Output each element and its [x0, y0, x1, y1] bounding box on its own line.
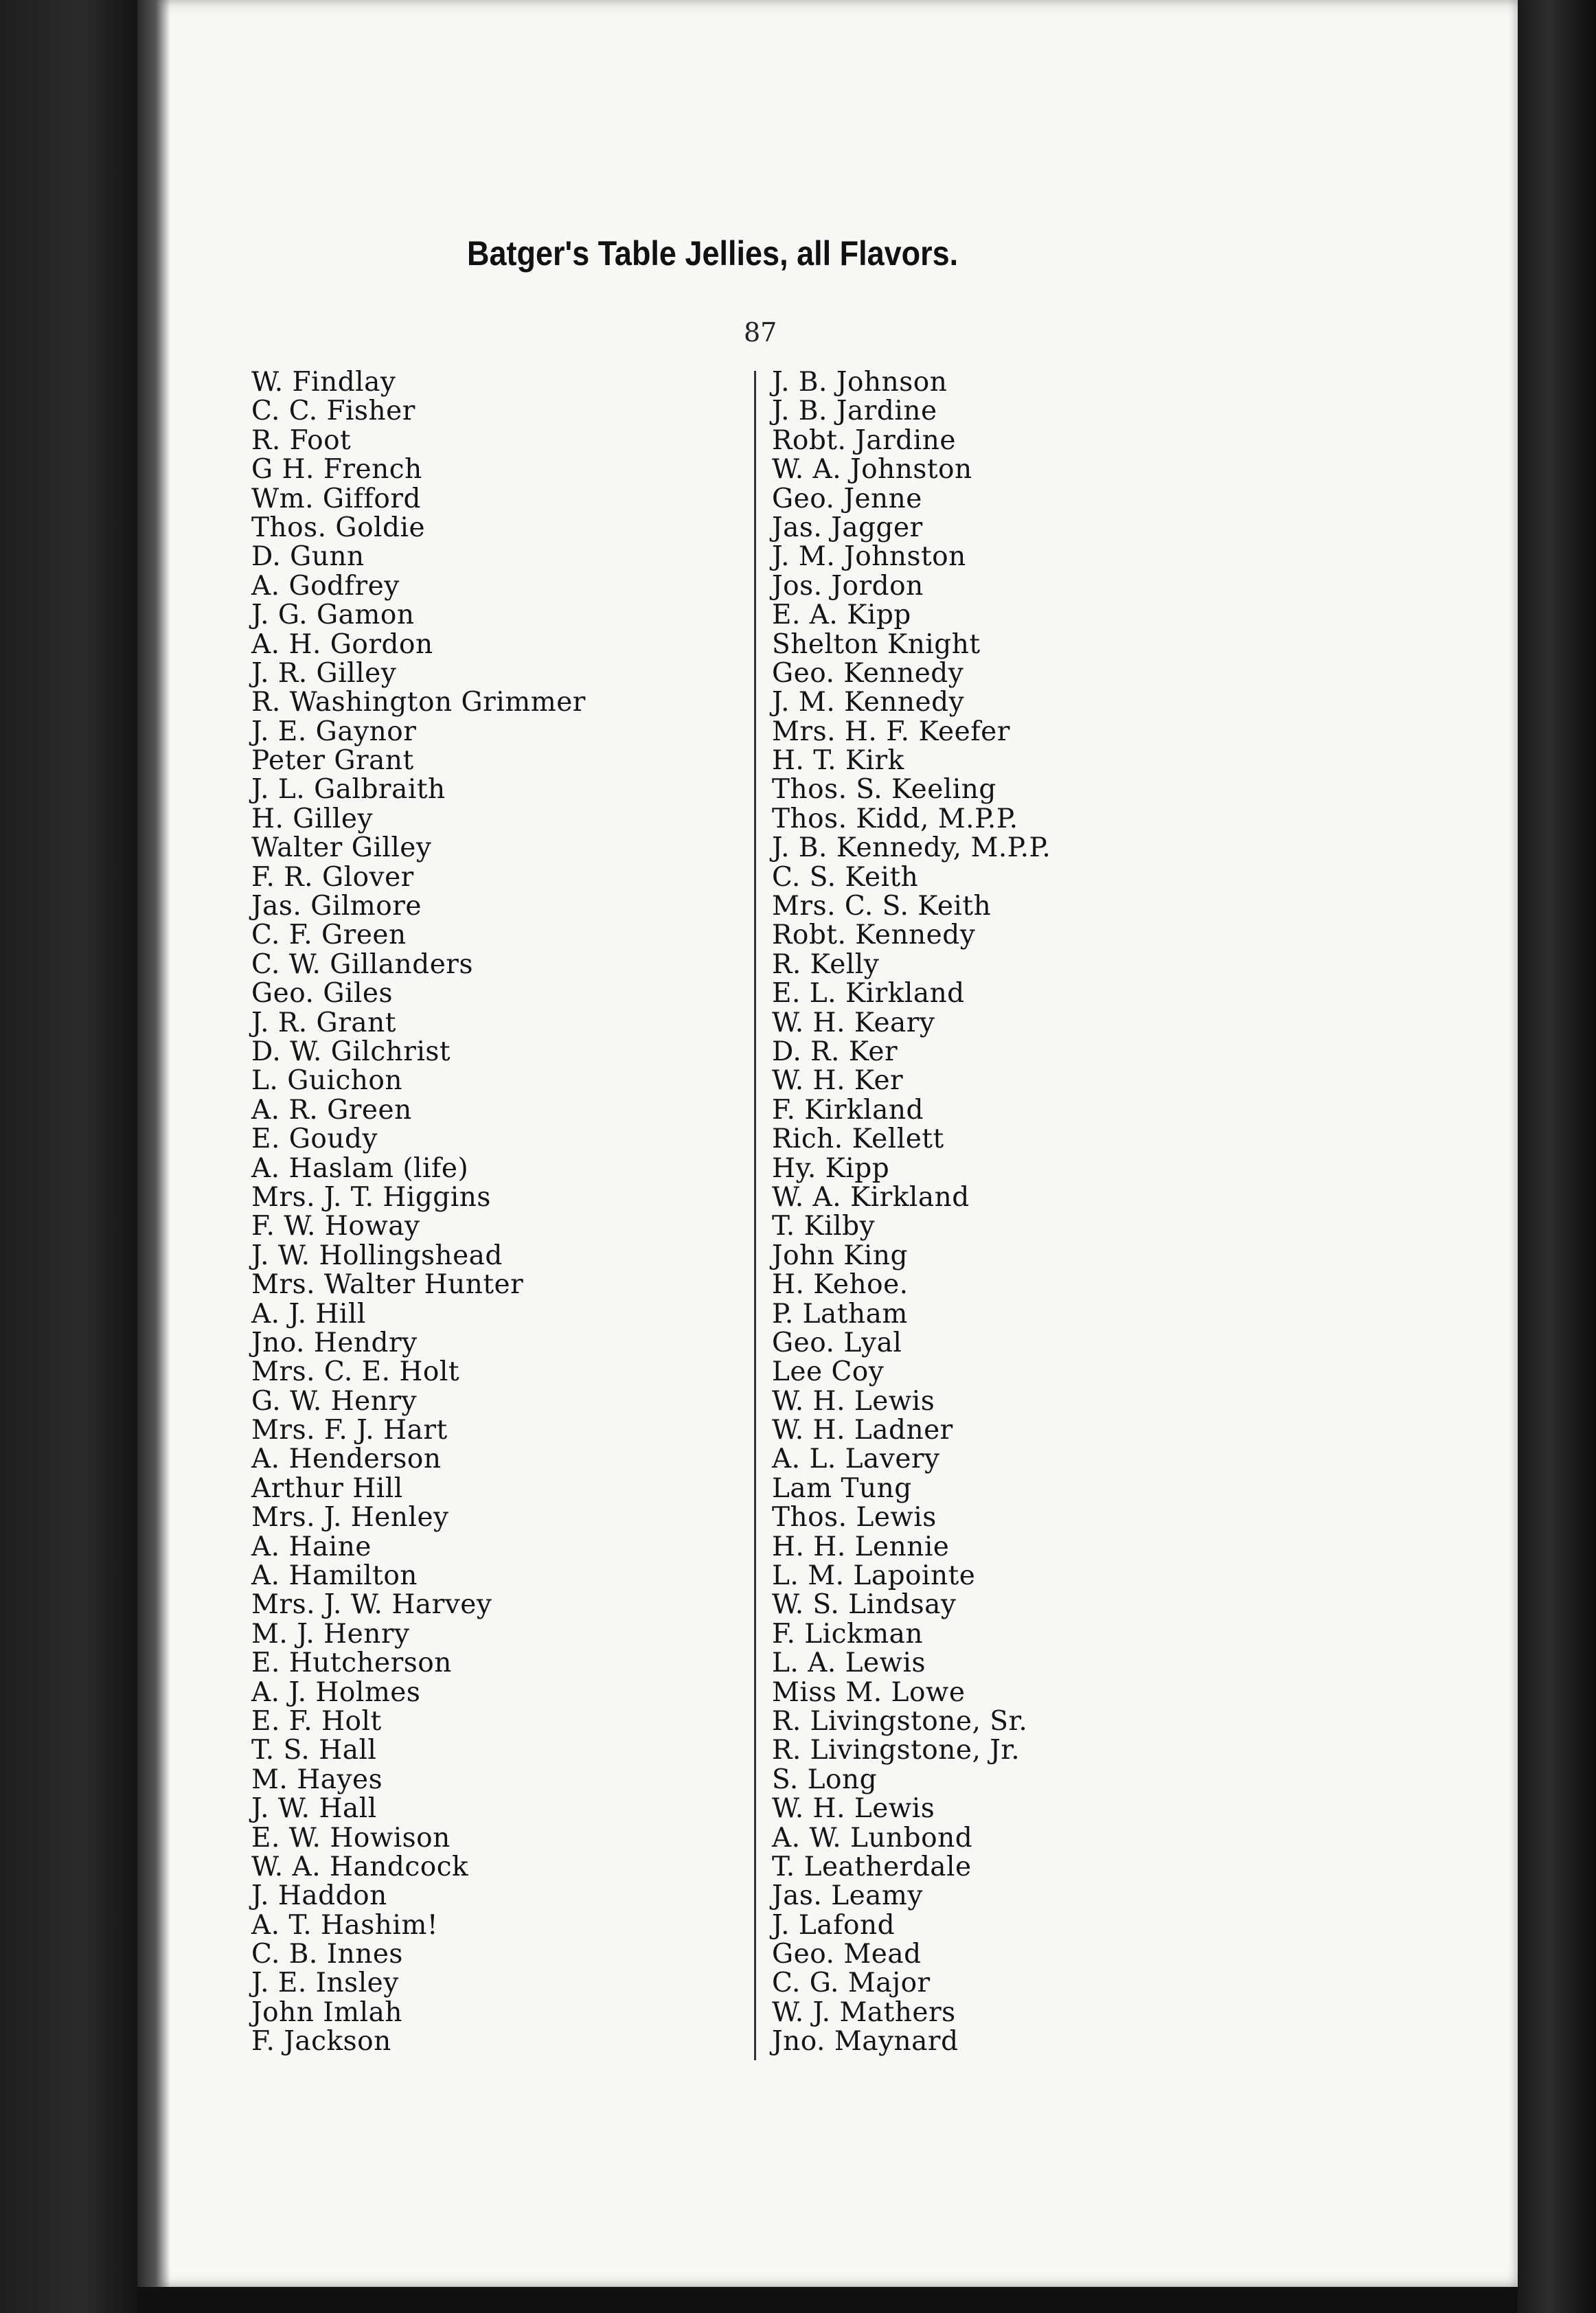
name-entry: Hy. Kipp: [772, 1152, 890, 1184]
name-entry: W. H. Ker: [772, 1065, 904, 1097]
name-entry: Jas. Leamy: [772, 1880, 923, 1912]
name-entry: E. Goudy: [251, 1124, 378, 1155]
name-entry: C. F. Green: [251, 920, 407, 951]
name-entry: J. B. Kennedy, M.P.P.: [772, 832, 1051, 864]
name-entry: Walter Gilley: [251, 832, 432, 864]
name-entry: Mrs. F. J. Hart: [251, 1415, 448, 1446]
scan-right-edge: [1518, 0, 1596, 2313]
name-entry: A. W. Lunbond: [772, 1822, 973, 1854]
name-entry: A. L. Lavery: [772, 1444, 940, 1475]
name-entry: E. L. Kirkland: [772, 978, 965, 1010]
name-entry: E. F. Holt: [251, 1705, 382, 1737]
left-name-column: [251, 368, 586, 2057]
name-entry: C. G. Major: [772, 1968, 931, 1999]
name-entry: Thos. Kidd, M.P.P.: [772, 803, 1018, 834]
name-entry: Robt. Kennedy: [772, 920, 976, 951]
name-entry: M. J. Henry: [251, 1618, 410, 1650]
name-entry: F. R. Glover: [251, 861, 414, 893]
name-entry: J. G. Gamon: [251, 600, 415, 631]
name-entry: Thos. Lewis: [772, 1502, 937, 1534]
name-entry: E. Hutcherson: [251, 1648, 452, 1679]
name-entry: A. H. Gordon: [251, 628, 433, 660]
name-entry: H. H. Lennie: [772, 1531, 950, 1562]
name-entry: C. W. Gillanders: [251, 948, 473, 980]
name-entry: P. Latham: [772, 1298, 908, 1330]
name-entry: J. W. Hollingshead: [251, 1240, 503, 1271]
name-entry: F. W. Howay: [251, 1211, 420, 1242]
name-entry: C. S. Keith: [772, 861, 919, 893]
name-entry: W. A. Johnston: [772, 454, 972, 486]
name-entry: C. B. Innes: [251, 1939, 403, 1970]
name-entry: D. R. Ker: [772, 1036, 898, 1067]
name-entry: L. M. Lapointe: [772, 1560, 976, 1592]
name-entry: A. J. Hill: [251, 1298, 366, 1330]
name-entry: Mrs. Walter Hunter: [251, 1269, 524, 1301]
name-entry: Mrs. J. T. Higgins: [251, 1181, 491, 1213]
name-entry: F. Lickman: [772, 1618, 923, 1650]
name-entry: A. T. Hashim!: [251, 1909, 439, 1941]
name-entry: J. Haddon: [251, 1880, 387, 1912]
name-entry: A. Haslam (life): [251, 1152, 469, 1184]
name-entry: Geo. Mead: [772, 1939, 922, 1970]
name-entry: H. Kehoe.: [772, 1269, 909, 1301]
name-entry: Jas. Gilmore: [251, 891, 422, 922]
name-entry: Mrs. J. W. Harvey: [251, 1589, 492, 1621]
name-entry: E. W. Howison: [251, 1822, 451, 1854]
name-entry: J. L. Galbraith: [251, 774, 446, 806]
name-entry: J. M. Kennedy: [772, 687, 965, 718]
name-entry: J. B. Jardine: [772, 396, 937, 427]
name-entry: Jos. Jordon: [772, 570, 924, 602]
name-entry: Lee Coy: [772, 1356, 885, 1388]
name-entry: T. S. Hall: [251, 1735, 377, 1766]
name-entry: F. Jackson: [251, 2026, 391, 2058]
name-entry: Jas. Jagger: [772, 512, 923, 543]
page-header: Batger's Table Jellies, all Flavors.: [467, 234, 959, 273]
name-entry: Jno. Maynard: [772, 2026, 959, 2058]
name-entry: R. Livingstone, Jr.: [772, 1735, 1021, 1766]
name-entry: W. H. Ladner: [772, 1415, 953, 1446]
name-entry: R. Livingstone, Sr.: [772, 1705, 1028, 1737]
name-entry: Geo. Kennedy: [772, 657, 964, 689]
name-entry: A. J. Holmes: [251, 1676, 421, 1708]
name-entry: Arthur Hill: [251, 1472, 403, 1504]
name-entry: W. H. Keary: [772, 1007, 935, 1038]
name-entry: Geo. Giles: [251, 978, 394, 1010]
name-entry: R. Washington Grimmer: [251, 687, 586, 718]
name-entry: M. Hayes: [251, 1764, 383, 1795]
name-entry: S. Long: [772, 1764, 878, 1795]
name-entry: G. W. Henry: [251, 1385, 418, 1417]
scan-bottom-edge: [137, 2287, 1518, 2313]
name-entry: R. Foot: [251, 424, 352, 456]
name-entry: R. Kelly: [772, 948, 880, 980]
name-entry: Rich. Kellett: [772, 1124, 944, 1155]
name-entry: Wm. Gifford: [251, 483, 421, 514]
name-entry: John Imlah: [251, 1996, 402, 2028]
name-entry: H. T. Kirk: [772, 745, 904, 777]
name-entry: Shelton Knight: [772, 628, 981, 660]
name-entry: H. Gilley: [251, 803, 373, 834]
page-number: 87: [744, 317, 777, 347]
name-entry: W. H. Lewis: [772, 1793, 935, 1825]
scan-left-margin: [0, 0, 137, 2313]
name-entry: A. Hamilton: [251, 1560, 418, 1592]
name-entry: Peter Grant: [251, 745, 414, 777]
name-entry: W. A. Kirkland: [772, 1181, 970, 1213]
name-entry: Mrs. C. S. Keith: [772, 891, 992, 922]
name-entry: W. S. Lindsay: [772, 1589, 957, 1621]
name-entry: Jno. Hendry: [251, 1327, 418, 1358]
name-entry: John King: [772, 1240, 908, 1271]
name-entry: J. B. Johnson: [772, 367, 948, 398]
name-entry: J. E. Gaynor: [251, 716, 417, 747]
name-entry: Lam Tung: [772, 1472, 912, 1504]
right-name-column: [772, 368, 1051, 2057]
name-entry: L. A. Lewis: [772, 1648, 926, 1679]
name-entry: Geo. Jenne: [772, 483, 922, 514]
name-entry: Robt. Jardine: [772, 424, 956, 456]
name-entry: D. Gunn: [251, 541, 365, 573]
name-entry: A. Haine: [251, 1531, 372, 1562]
name-entry: C. C. Fisher: [251, 396, 415, 427]
name-entry: L. Guichon: [251, 1065, 402, 1097]
name-entry: Mrs. H. F. Keefer: [772, 716, 1010, 747]
name-entry: J. W. Hall: [251, 1793, 377, 1825]
name-entry: F. Kirkland: [772, 1094, 924, 1126]
name-entry: A. R. Green: [251, 1094, 412, 1126]
name-entry: Mrs. J. Henley: [251, 1502, 449, 1534]
name-entry: E. A. Kipp: [772, 600, 911, 631]
name-entry: D. W. Gilchrist: [251, 1036, 451, 1067]
name-entry: Miss M. Lowe: [772, 1676, 966, 1708]
name-entry: J. R. Gilley: [251, 657, 397, 689]
name-entry: W. Findlay: [251, 367, 396, 398]
name-entry: J. R. Grant: [251, 1007, 396, 1038]
name-entry: W. A. Handcock: [251, 1851, 469, 1882]
name-entry: T. Kilby: [772, 1211, 876, 1242]
name-entry: J. M. Johnston: [772, 541, 966, 573]
name-entry: J. E. Insley: [251, 1968, 399, 1999]
name-entry: T. Leatherdale: [772, 1851, 972, 1882]
name-entry: Thos. S. Keeling: [772, 774, 996, 806]
name-entry: A. Henderson: [251, 1444, 442, 1475]
name-entry: Geo. Lyal: [772, 1327, 902, 1358]
column-divider: [754, 371, 756, 2060]
name-entry: W. J. Mathers: [772, 1996, 956, 2028]
name-entry: Mrs. C. E. Holt: [251, 1356, 460, 1388]
name-entry: W. H. Lewis: [772, 1385, 935, 1417]
name-entry: G H. French: [251, 454, 422, 486]
name-entry: A. Godfrey: [251, 570, 400, 602]
name-entry: J. Lafond: [772, 1909, 896, 1941]
name-entry: Thos. Goldie: [251, 512, 426, 543]
